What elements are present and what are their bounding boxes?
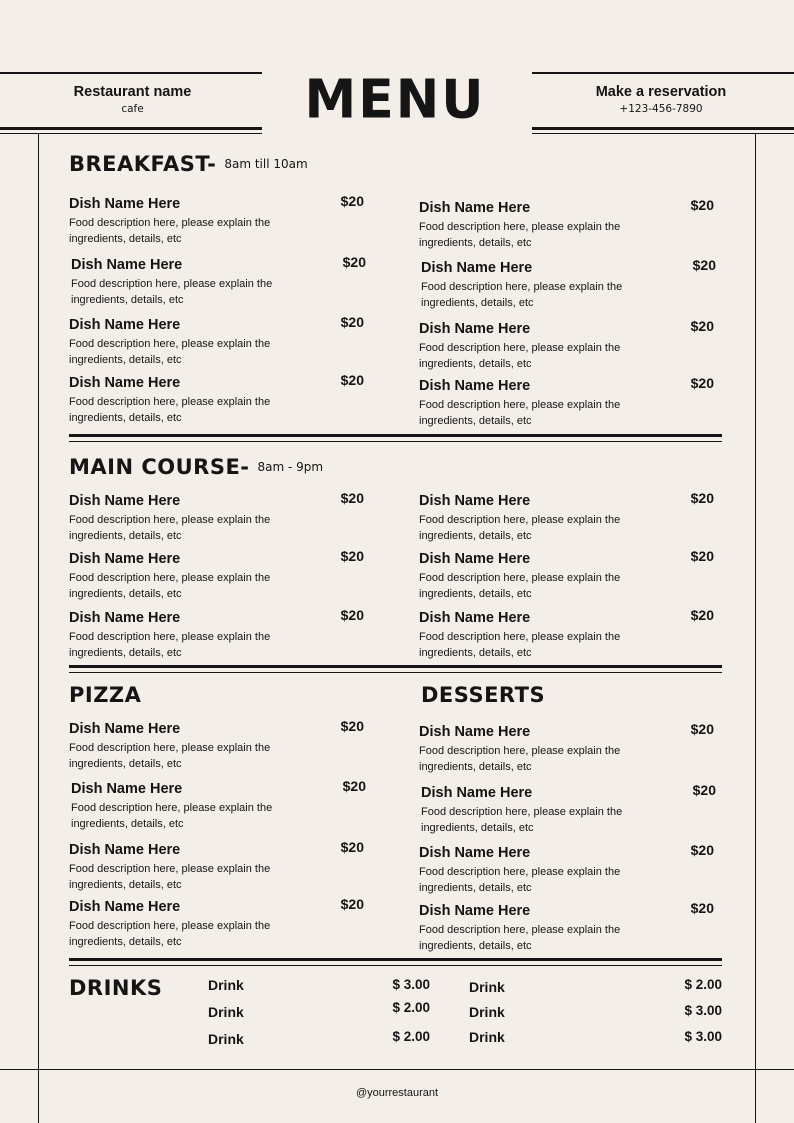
dish-description: Food description here, please explain the ingredients, details, etc: [69, 863, 271, 891]
menu-item: [69, 314, 364, 368]
dish-description: Food description here, please explain the ingredients, details, etc: [419, 631, 621, 659]
dish-price: $20: [340, 718, 364, 734]
dish-description: Food description here, please explain the ingredients, details, etc: [421, 806, 623, 834]
dish-name: Dish Name Here: [419, 378, 531, 394]
section-divider: [69, 958, 722, 961]
drink-price: $ 3.00: [684, 1029, 722, 1044]
drink-price: $ 2.00: [392, 1029, 430, 1044]
dish-description: Food description here, please explain the ingredients, details, etc: [69, 338, 271, 366]
menu-item: [71, 254, 366, 308]
drink-price: $ 2.00: [684, 977, 722, 992]
header-bottom-left-line-thin: [0, 133, 262, 134]
dish-price: $20: [342, 254, 366, 270]
dish-name: Dish Name Here: [421, 785, 533, 801]
menu-item: [419, 318, 714, 372]
section-divider: [69, 665, 722, 668]
restaurant-info: [55, 84, 210, 115]
dish-description: Food description here, please explain the ingredients, details, etc: [69, 572, 271, 600]
menu-item: [421, 257, 716, 311]
dish-price: $20: [340, 372, 364, 388]
drink-name: Drink: [469, 979, 505, 995]
dish-price: $20: [340, 193, 364, 209]
menu-item: [69, 372, 364, 426]
dish-name: Dish Name Here: [419, 200, 531, 216]
dish-price: $20: [340, 548, 364, 564]
dish-name: Dish Name Here: [419, 845, 531, 861]
dish-price: $20: [692, 782, 716, 798]
dish-description: Food description here, please explain the ingredients, details, etc: [69, 742, 271, 770]
dish-name: Dish Name Here: [69, 721, 181, 737]
dish-price: $20: [690, 375, 714, 391]
section-divider: [69, 434, 722, 437]
drink-price: $ 3.00: [684, 1003, 722, 1018]
dish-name: Dish Name Here: [421, 260, 533, 276]
dish-description: Food description here, please explain the ingredients, details, etc: [419, 399, 621, 427]
menu-item: [69, 607, 364, 661]
reservation-label: Make a reservation: [595, 84, 727, 100]
breakfast-time: 8am till 10am: [224, 157, 308, 171]
drink-name: Drink: [208, 1004, 244, 1020]
dish-description: Food description here, please explain the ingredients, details, etc: [71, 802, 273, 830]
menu-item: [69, 490, 364, 544]
dish-price: $20: [690, 490, 714, 506]
dish-name: Dish Name Here: [69, 317, 181, 333]
drink-name: Drink: [469, 1029, 505, 1045]
drink-name: Drink: [469, 1004, 505, 1020]
dish-name: Dish Name Here: [419, 903, 531, 919]
dish-price: $20: [342, 778, 366, 794]
menu-item: [419, 197, 714, 251]
menu-item: [421, 782, 716, 836]
dish-name: Dish Name Here: [419, 724, 531, 740]
dish-description: Food description here, please explain the ingredients, details, etc: [419, 572, 621, 600]
dish-description: Food description here, please explain the ingredients, details, etc: [419, 924, 621, 952]
menu-item: [69, 193, 364, 247]
dish-name: Dish Name Here: [71, 781, 183, 797]
menu-item: [419, 721, 714, 775]
reservation-info: [586, 84, 736, 115]
dish-price: $20: [690, 900, 714, 916]
drink-name: Drink: [208, 1031, 244, 1047]
dish-description: Food description here, please explain the ingredients, details, etc: [419, 866, 621, 894]
header-top-right-line: [532, 72, 794, 74]
drink-price: $ 3.00: [392, 977, 430, 992]
section-divider-thin: [69, 965, 722, 966]
menu-item: [419, 490, 714, 544]
dish-name: Dish Name Here: [69, 842, 181, 858]
dish-price: $20: [340, 839, 364, 855]
dish-description: Food description here, please explain the ingredients, details, etc: [69, 396, 271, 424]
breakfast-title: BREAKFAST- 8am till 10am: [69, 152, 308, 176]
menu-item: [419, 900, 714, 954]
drinks-title: DRINKS: [69, 976, 163, 1000]
dish-name: Dish Name Here: [419, 610, 531, 626]
dish-name: Dish Name Here: [419, 493, 531, 509]
footer-line: [0, 1069, 794, 1070]
frame-left-line: [38, 134, 39, 1123]
dish-description: Food description here, please explain the ingredients, details, etc: [419, 514, 621, 542]
menu-item: [69, 896, 364, 950]
menu-item: [69, 839, 364, 893]
dish-name: Dish Name Here: [69, 375, 181, 391]
dish-description: Food description here, please explain the ingredients, details, etc: [419, 221, 621, 249]
restaurant-name: Restaurant name: [73, 84, 192, 100]
header-bottom-left-line: [0, 127, 262, 130]
dish-name: Dish Name Here: [69, 610, 181, 626]
menu-item: [69, 548, 364, 602]
dish-price: $20: [692, 257, 716, 273]
dish-price: $20: [690, 721, 714, 737]
menu-item: [419, 842, 714, 896]
dish-description: Food description here, please explain the ingredients, details, etc: [69, 217, 271, 245]
restaurant-type: cafe: [121, 103, 144, 115]
menu-item: [69, 718, 364, 772]
dish-name: Dish Name Here: [69, 551, 181, 567]
drink-name: Drink: [208, 977, 244, 993]
dish-name: Dish Name Here: [69, 899, 181, 915]
dish-description: Food description here, please explain the ingredients, details, etc: [69, 920, 271, 948]
dish-description: Food description here, please explain the ingredients, details, etc: [421, 281, 623, 309]
dish-price: $20: [690, 548, 714, 564]
dish-description: Food description here, please explain the ingredients, details, etc: [69, 514, 271, 542]
dish-price: $20: [340, 607, 364, 623]
desserts-title: DESSERTS: [421, 683, 546, 707]
menu-item: [71, 778, 366, 832]
header-bottom-right-line: [532, 127, 794, 130]
main-course-title: MAIN COURSE- 8am - 9pm: [69, 455, 324, 479]
menu-item: [419, 548, 714, 602]
dish-price: $20: [340, 896, 364, 912]
dish-price: $20: [690, 318, 714, 334]
section-divider-thin: [69, 441, 722, 442]
header-top-left-line: [0, 72, 262, 74]
phone-number: +123-456-7890: [619, 103, 703, 115]
dish-name: Dish Name Here: [69, 196, 181, 212]
dish-price: $20: [340, 314, 364, 330]
dish-price: $20: [690, 197, 714, 213]
dish-price: $20: [340, 490, 364, 506]
dish-description: Food description here, please explain the ingredients, details, etc: [71, 278, 273, 306]
drink-price: $ 2.00: [392, 1000, 430, 1015]
dish-price: $20: [690, 842, 714, 858]
menu-item: [419, 375, 714, 429]
dish-name: Dish Name Here: [419, 321, 531, 337]
pizza-title: PIZZA: [69, 683, 142, 707]
dish-name: Dish Name Here: [419, 551, 531, 567]
menu-title: MENU: [304, 69, 486, 131]
dish-name: Dish Name Here: [71, 257, 183, 273]
dish-description: Food description here, please explain the ingredients, details, etc: [419, 342, 621, 370]
dish-name: Dish Name Here: [69, 493, 181, 509]
menu-item: [419, 607, 714, 661]
dish-price: $20: [690, 607, 714, 623]
frame-right-line: [755, 134, 756, 1123]
section-divider-thin: [69, 672, 722, 673]
main-course-time: 8am - 9pm: [257, 460, 324, 474]
social-handle: @yourrestaurant: [355, 1087, 439, 1099]
dish-description: Food description here, please explain the ingredients, details, etc: [419, 745, 621, 773]
dish-description: Food description here, please explain the ingredients, details, etc: [69, 631, 271, 659]
